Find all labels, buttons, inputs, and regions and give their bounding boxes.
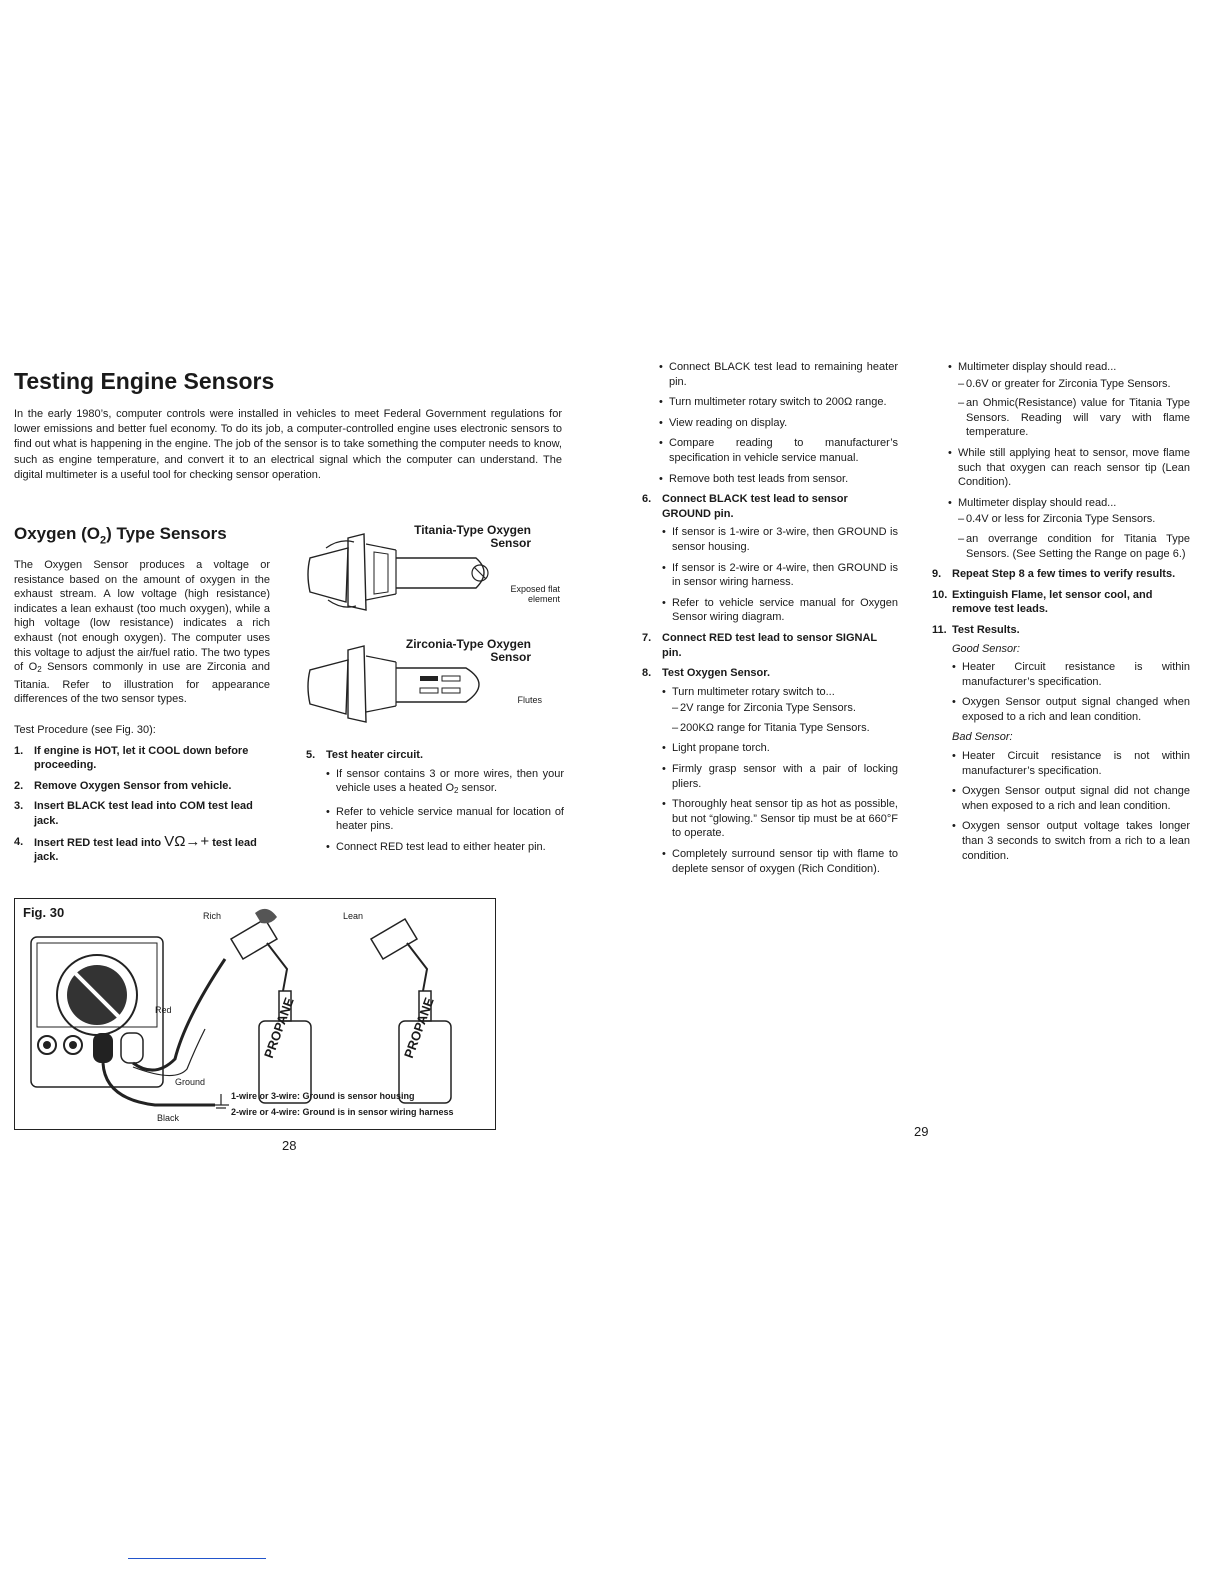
step-text: Connect BLACK test lead to sensor GROUND pin. (662, 493, 848, 520)
bullet-item: • If sensor is 1-wire or 3-wire, then GROUND is sensor housing. (662, 525, 898, 554)
step-text: Insert BLACK test lead into COM test lead jack. (34, 800, 253, 827)
step-text: Extinguish Flame, let sensor cool, and remove test leads. (952, 588, 1153, 616)
good-sensor-label: Good Sensor: (952, 642, 1020, 655)
step-text: If engine is HOT, let it COOL down before proceeding. (34, 744, 249, 772)
range-sublist (672, 701, 898, 735)
rich-readings (958, 377, 1190, 440)
page-title: Testing Engine Sensors (14, 368, 275, 394)
section-heading-oxygen (14, 524, 227, 546)
step-number: 8. (642, 667, 652, 680)
ground-note-1: 1-wire or 3-wire: Ground is sensor housing (231, 1091, 415, 1101)
bullet-item: • Thoroughly heat sensor tip as hot as possible, but not “glowing.” Sensor tip must be at 660°F to operate. (662, 797, 898, 841)
bullet-text: Multimeter display should read... (958, 361, 1117, 373)
step-item (932, 567, 1190, 582)
bullet-item: • Firmly grasp sensor with a pair of locking pliers. (662, 762, 898, 791)
bullet-text: If sensor contains 3 or more wires, then your vehicle uses a heated O (336, 767, 564, 795)
step-text: Repeat Step 8 a few times to verify results. (952, 568, 1176, 581)
step-item (14, 744, 274, 773)
bullet-item: • Turn multimeter rotary switch to 200Ω range. (659, 395, 898, 410)
bullet-item: • Connect BLACK test lead to remaining heater pin. (659, 360, 898, 389)
bad-sensor-list (952, 749, 1190, 863)
bullet-text: Multimeter display should read... (958, 496, 1117, 509)
step-number: 10. (932, 588, 948, 601)
step-number: 4. (14, 835, 24, 848)
bullet-item (948, 496, 1190, 561)
step-text: Test Oxygen Sensor. (662, 667, 771, 680)
step-8-bullets (662, 685, 898, 877)
step-number: 7. (642, 631, 652, 644)
bullet-item: • Compare reading to manufacturer’s specification in vehicle service manual. (659, 436, 898, 465)
bullet-item: • Refer to vehicle service manual for Oxygen Sensor wiring diagram. (662, 596, 898, 625)
step-text: Remove Oxygen Sensor from vehicle. (34, 779, 232, 792)
steps-list-1-4 (14, 744, 274, 865)
bullet-sub: 2 (454, 786, 459, 796)
section-sub: 2 (99, 534, 107, 547)
bullet-item: • Oxygen Sensor output signal changed when exposed to a rich and lean condition. (952, 695, 1190, 724)
bullet-item (326, 767, 564, 799)
section-prefix: Oxygen (O (14, 524, 100, 543)
step-text: Connect RED test lead to sensor SIGNAL pin. (662, 631, 877, 659)
o2-sub: 2 (37, 665, 42, 675)
step-6-bullets (662, 525, 898, 625)
rich-label: Rich (203, 911, 222, 921)
zirconia-label: Zirconia-Type Oxygen Sensor (405, 637, 531, 664)
titania-note: Exposed flat element (510, 584, 560, 604)
vohm-symbol: VΩ→+ (164, 832, 210, 850)
middle-column (642, 356, 898, 882)
sub-item: – 200KΩ range for Titania Type Sensors. (672, 721, 898, 736)
bullet-item: • Heater Circuit resistance is within manufacturer’s specification. (952, 660, 1190, 689)
red-lead-label: Red (155, 1005, 172, 1015)
propane-label-lean: PROPANE (401, 995, 437, 1061)
step-number: 5. (306, 749, 316, 761)
step-item (642, 492, 898, 625)
step-number: 3. (14, 800, 24, 813)
bullet-item: • Light propane torch. (662, 741, 898, 756)
bullet-item: • Remove both test leads from sensor. (659, 472, 898, 487)
section-suffix: ) Type Sensors (106, 524, 227, 543)
o2-text-1: The Oxygen Sensor produces a voltage or resistance based on the amount of oxygen in the exhaust stream. A low voltage (high resistance) indicates a lean exhaust (too much oxygen), while a high voltage (low resistance) indicates a rich exhaust (not enough oxygen). The computer uses this voltage to adjust the air/fuel ratio. The two types of O (14, 559, 270, 674)
step-number: 11. (932, 623, 947, 636)
step-number: 9. (932, 568, 942, 581)
steps-list-6-8 (642, 492, 898, 876)
propane-label-rich: PROPANE (261, 995, 297, 1061)
good-sensor-list (952, 660, 1190, 724)
page-number-left: 28 (282, 1138, 297, 1153)
titania-label: Titania-Type Oxygen Sensor (414, 523, 531, 550)
step-item (642, 666, 898, 876)
bullet-item: • While still applying heat to sensor, move flame such that oxygen can reach sensor tip (Lean Condition). (948, 446, 1190, 490)
page-number-right: 29 (914, 1124, 929, 1139)
bullet-item: • View reading on display. (659, 416, 898, 431)
sub-item: – an overrange condition for Titania Type Sensors. (See Setting the Range on page 6.) (958, 532, 1190, 561)
heater-bullets (659, 360, 898, 486)
step-item (14, 799, 274, 828)
step-item (932, 623, 1190, 863)
step-text: Test heater circuit. (326, 749, 423, 761)
step-item (14, 832, 274, 865)
oxygen-description (14, 558, 270, 707)
figure-30 (14, 898, 496, 1130)
figure-title: Fig. 30 (23, 905, 65, 920)
step-5-bullets (326, 767, 564, 855)
step-number: 2. (14, 779, 24, 792)
sub-item: – an Ohmic(Resistance) value for Titania Type Sensors. Reading will vary with flame temperature. (958, 396, 1190, 440)
bullet-item: • If sensor is 2-wire or 4-wire, then GROUND is in sensor wiring harness. (662, 561, 898, 590)
bullet-item: • Connect RED test lead to either heater pin. (326, 840, 564, 855)
bullet-item (662, 685, 898, 736)
sub-item: – 0.4V or less for Zirconia Type Sensors. (958, 512, 1190, 527)
black-lead-label: Black (157, 1113, 180, 1123)
o2-text-2: Sensors commonly in use are Zirconia and Titania. Refer to illustration for appearance differences of the two sensor types. (14, 661, 270, 706)
step-item (932, 588, 1190, 617)
sub-item: – 2V range for Zirconia Type Sensors. (672, 701, 898, 716)
bullet-item: • Oxygen sensor output voltage takes longer than 3 seconds to switch from a rich to a lean condition. (952, 819, 1190, 863)
step-text: Test Results. (952, 623, 1020, 636)
bullet-text-end: sensor. (458, 782, 498, 795)
bullet-text: Turn multimeter rotary switch to... (672, 685, 835, 698)
step-item (306, 748, 564, 855)
step-text-end: test lead jack. (34, 836, 257, 864)
step-5-list (306, 748, 564, 855)
ground-note-2: 2-wire or 4-wire: Ground is in sensor wiring harness (231, 1107, 454, 1117)
bottom-rule (128, 1558, 266, 1559)
step-number: 1. (14, 744, 24, 757)
intro-paragraph: In the early 1980’s, computer controls were installed in vehicles to meet Federal Government regulations for lower emissions and better fuel economy. To do its job, a computer-controlled engine uses electronic sensors to find out what is happening in the engine. The job of the sensor is to take something the computer needs to know, such as engine temperature, and convert it to an electrical signal which the computer can understand. The digital multimeter is a useful tool for checking sensor operation. (14, 408, 562, 481)
zirconia-note: Flutes (517, 695, 542, 705)
bullet-item (948, 360, 1190, 440)
steps-list-9-11 (932, 567, 1190, 863)
bad-sensor-label: Bad Sensor: (952, 731, 1013, 744)
reading-bullets (948, 360, 1190, 561)
ground-label: Ground (175, 1077, 206, 1087)
test-procedure-label: Test Procedure (see Fig. 30): (14, 724, 156, 736)
sub-item: – 0.6V or greater for Zirconia Type Sensors. (958, 377, 1190, 392)
step-item (642, 631, 898, 660)
lean-label: Lean (343, 911, 364, 921)
right-column (932, 356, 1190, 869)
bullet-item: • Oxygen Sensor output signal did not change when exposed to a rich and lean condition. (952, 784, 1190, 813)
bullet-item: • Refer to vehicle service manual for location of heater pins. (326, 805, 564, 834)
step-number: 6. (642, 493, 652, 506)
bullet-item: • Completely surround sensor tip with flame to deplete sensor of oxygen (Rich Condition). (662, 847, 898, 876)
step-text: Insert RED test lead into (34, 836, 162, 849)
lean-readings (958, 512, 1190, 561)
step-item (14, 779, 274, 794)
bullet-item: • Heater Circuit resistance is not within manufacturer’s specification. (952, 749, 1190, 778)
